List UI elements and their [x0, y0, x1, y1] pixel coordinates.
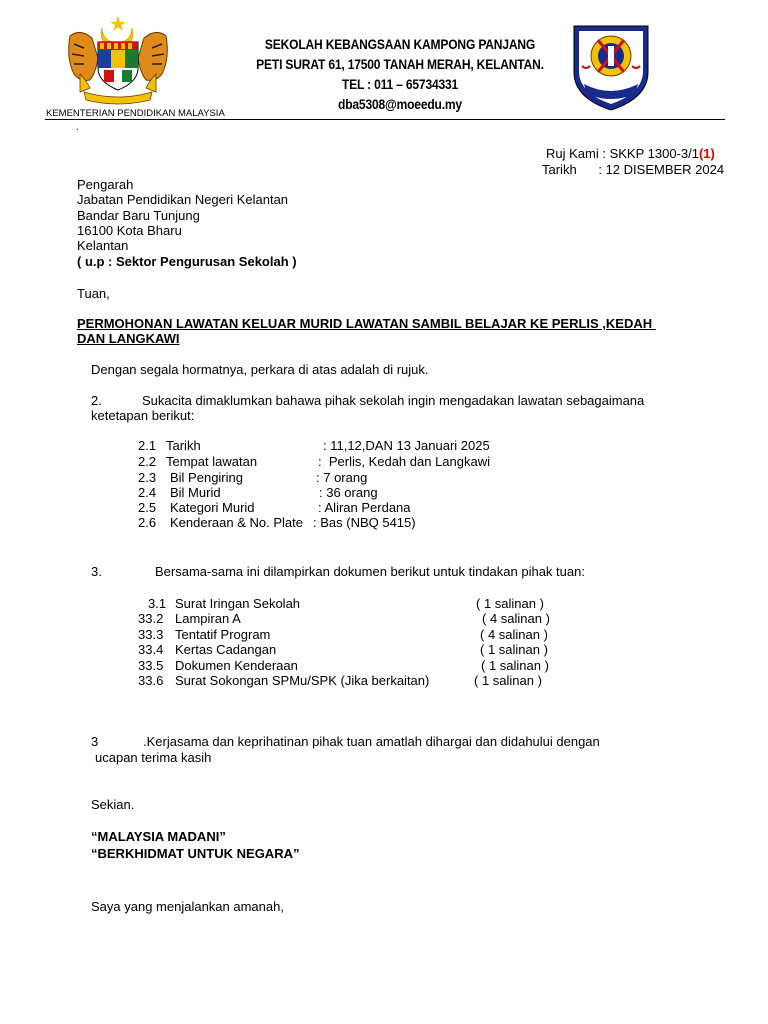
- attachment-num: 33.2: [138, 611, 164, 626]
- attachment-num: 33.4: [138, 642, 164, 657]
- recipient-attention: ( u.p : Sektor Pengurusan Sekolah ): [77, 254, 297, 269]
- attachment-num: 3.1: [148, 596, 167, 611]
- detail-value: : 11,12,DAN 13 Januari 2025: [323, 438, 490, 453]
- header-dot: .: [76, 122, 79, 133]
- attachment-copies: ( 1 salinan ): [480, 642, 548, 657]
- attachment-copies: ( 4 salinan ): [482, 611, 550, 626]
- header-divider: [45, 119, 725, 120]
- recipient-line-4: 16100 Kota Bharu: [77, 223, 182, 238]
- attachment-label: Surat Iringan Sekolah: [175, 596, 301, 611]
- school-crest-logo: [570, 22, 652, 112]
- subject-line-2: DAN LANGKAWI: [77, 331, 180, 346]
- paragraph-4-number: 3: [91, 734, 99, 749]
- attachment-label: Lampiran A: [175, 611, 241, 626]
- detail-label: Tempat lawatan: [166, 454, 258, 469]
- detail-label: Tarikh: [166, 438, 201, 453]
- detail-label: Kenderaan & No. Plate: [170, 515, 303, 530]
- attachment-copies: ( 1 salinan ): [481, 658, 549, 673]
- detail-num: 2.4: [138, 485, 157, 500]
- recipient-line-3: Bandar Baru Tunjung: [77, 208, 200, 223]
- coat-of-arms-logo: [62, 14, 174, 106]
- detail-value: : Bas (NBQ 5415): [313, 515, 416, 530]
- paragraph-2-line-2: ketetapan berikut:: [91, 408, 195, 423]
- detail-value: : 36 orang: [319, 485, 378, 500]
- attachment-copies: ( 4 salinan ): [480, 627, 548, 642]
- detail-num: 2.2: [138, 454, 157, 469]
- slogan-2: “BERKHIDMAT UNTUK NEGARA”: [91, 846, 300, 861]
- paragraph-4-line-2: ucapan terima kasih: [95, 750, 212, 765]
- school-phone: TEL : 011 – 65734331: [341, 76, 459, 92]
- school-name: SEKOLAH KEBANGSAAN KAMPONG PANJANG: [264, 36, 536, 52]
- attachment-label: Dokumen Kenderaan: [175, 658, 298, 673]
- reference-number: [546, 146, 715, 161]
- detail-value: : Aliran Perdana: [318, 500, 411, 515]
- attachment-num: 33.6: [138, 673, 164, 688]
- detail-label: Bil Murid: [170, 485, 221, 500]
- paragraph-3-number: 3.: [91, 564, 102, 579]
- attachment-label: Tentatif Program: [175, 627, 271, 642]
- reference-date: Tarikh : 12 DISEMBER 2024: [542, 162, 725, 177]
- school-email: dba5308@moeedu.my: [338, 96, 462, 112]
- recipient-line-2: Jabatan Pendidikan Negeri Kelantan: [77, 192, 289, 207]
- paragraph-2-line-1: Sukacita dimaklumkan bahawa pihak sekolah ingin mengadakan lawatan sebagaimana: [142, 393, 645, 408]
- paragraph-4-line-1: .Kerjasama dan keprihatinan pihak tuan amatlah dihargai dan didahului dengan: [143, 734, 600, 749]
- attachment-copies: ( 1 salinan ): [476, 596, 544, 611]
- attachment-label: Surat Sokongan SPMu/SPK (Jika berkaitan): [175, 673, 430, 688]
- detail-num: 2.5: [138, 500, 157, 515]
- salutation: Tuan,: [77, 286, 110, 301]
- subject-line-1: PERMOHONAN LAWATAN KELUAR MURID LAWATAN SAMBIL BELAJAR KE PERLIS ,KEDAH: [77, 316, 656, 331]
- paragraph-1: Dengan segala hormatnya, perkara di atas adalah di rujuk.: [91, 362, 429, 377]
- attachment-num: 33.5: [138, 658, 164, 673]
- detail-num: 2.6: [138, 515, 157, 530]
- sign-off: Saya yang menjalankan amanah,: [91, 899, 284, 914]
- detail-value: : Perlis, Kedah dan Langkawi: [318, 454, 490, 469]
- school-address: PETI SURAT 61, 17500 TANAH MERAH, KELANTAN.: [256, 56, 544, 72]
- paragraph-2-number: 2.: [91, 393, 102, 408]
- detail-num: 2.1: [138, 438, 157, 453]
- detail-value: : 7 orang: [316, 470, 368, 485]
- detail-label: Kategori Murid: [170, 500, 255, 515]
- reference-suffix: (1): [698, 146, 715, 161]
- recipient-line-1: Pengarah: [77, 177, 134, 192]
- paragraph-3-text: Bersama-sama ini dilampirkan dokumen berikut untuk tindakan pihak tuan:: [155, 564, 585, 579]
- attachment-num: 33.3: [138, 627, 164, 642]
- ministry-label: KEMENTERIAN PENDIDIKAN MALAYSIA: [46, 108, 225, 119]
- attachment-copies: ( 1 salinan ): [474, 673, 542, 688]
- closing: Sekian.: [91, 797, 135, 812]
- reference-label: Ruj Kami : SKKP 1300-3/1: [546, 146, 699, 161]
- slogan-1: “MALAYSIA MADANI”: [91, 829, 226, 844]
- detail-num: 2.3: [138, 470, 157, 485]
- recipient-line-5: Kelantan: [77, 238, 129, 253]
- detail-label: Bil Pengiring: [170, 470, 243, 485]
- attachment-label: Kertas Cadangan: [175, 642, 277, 657]
